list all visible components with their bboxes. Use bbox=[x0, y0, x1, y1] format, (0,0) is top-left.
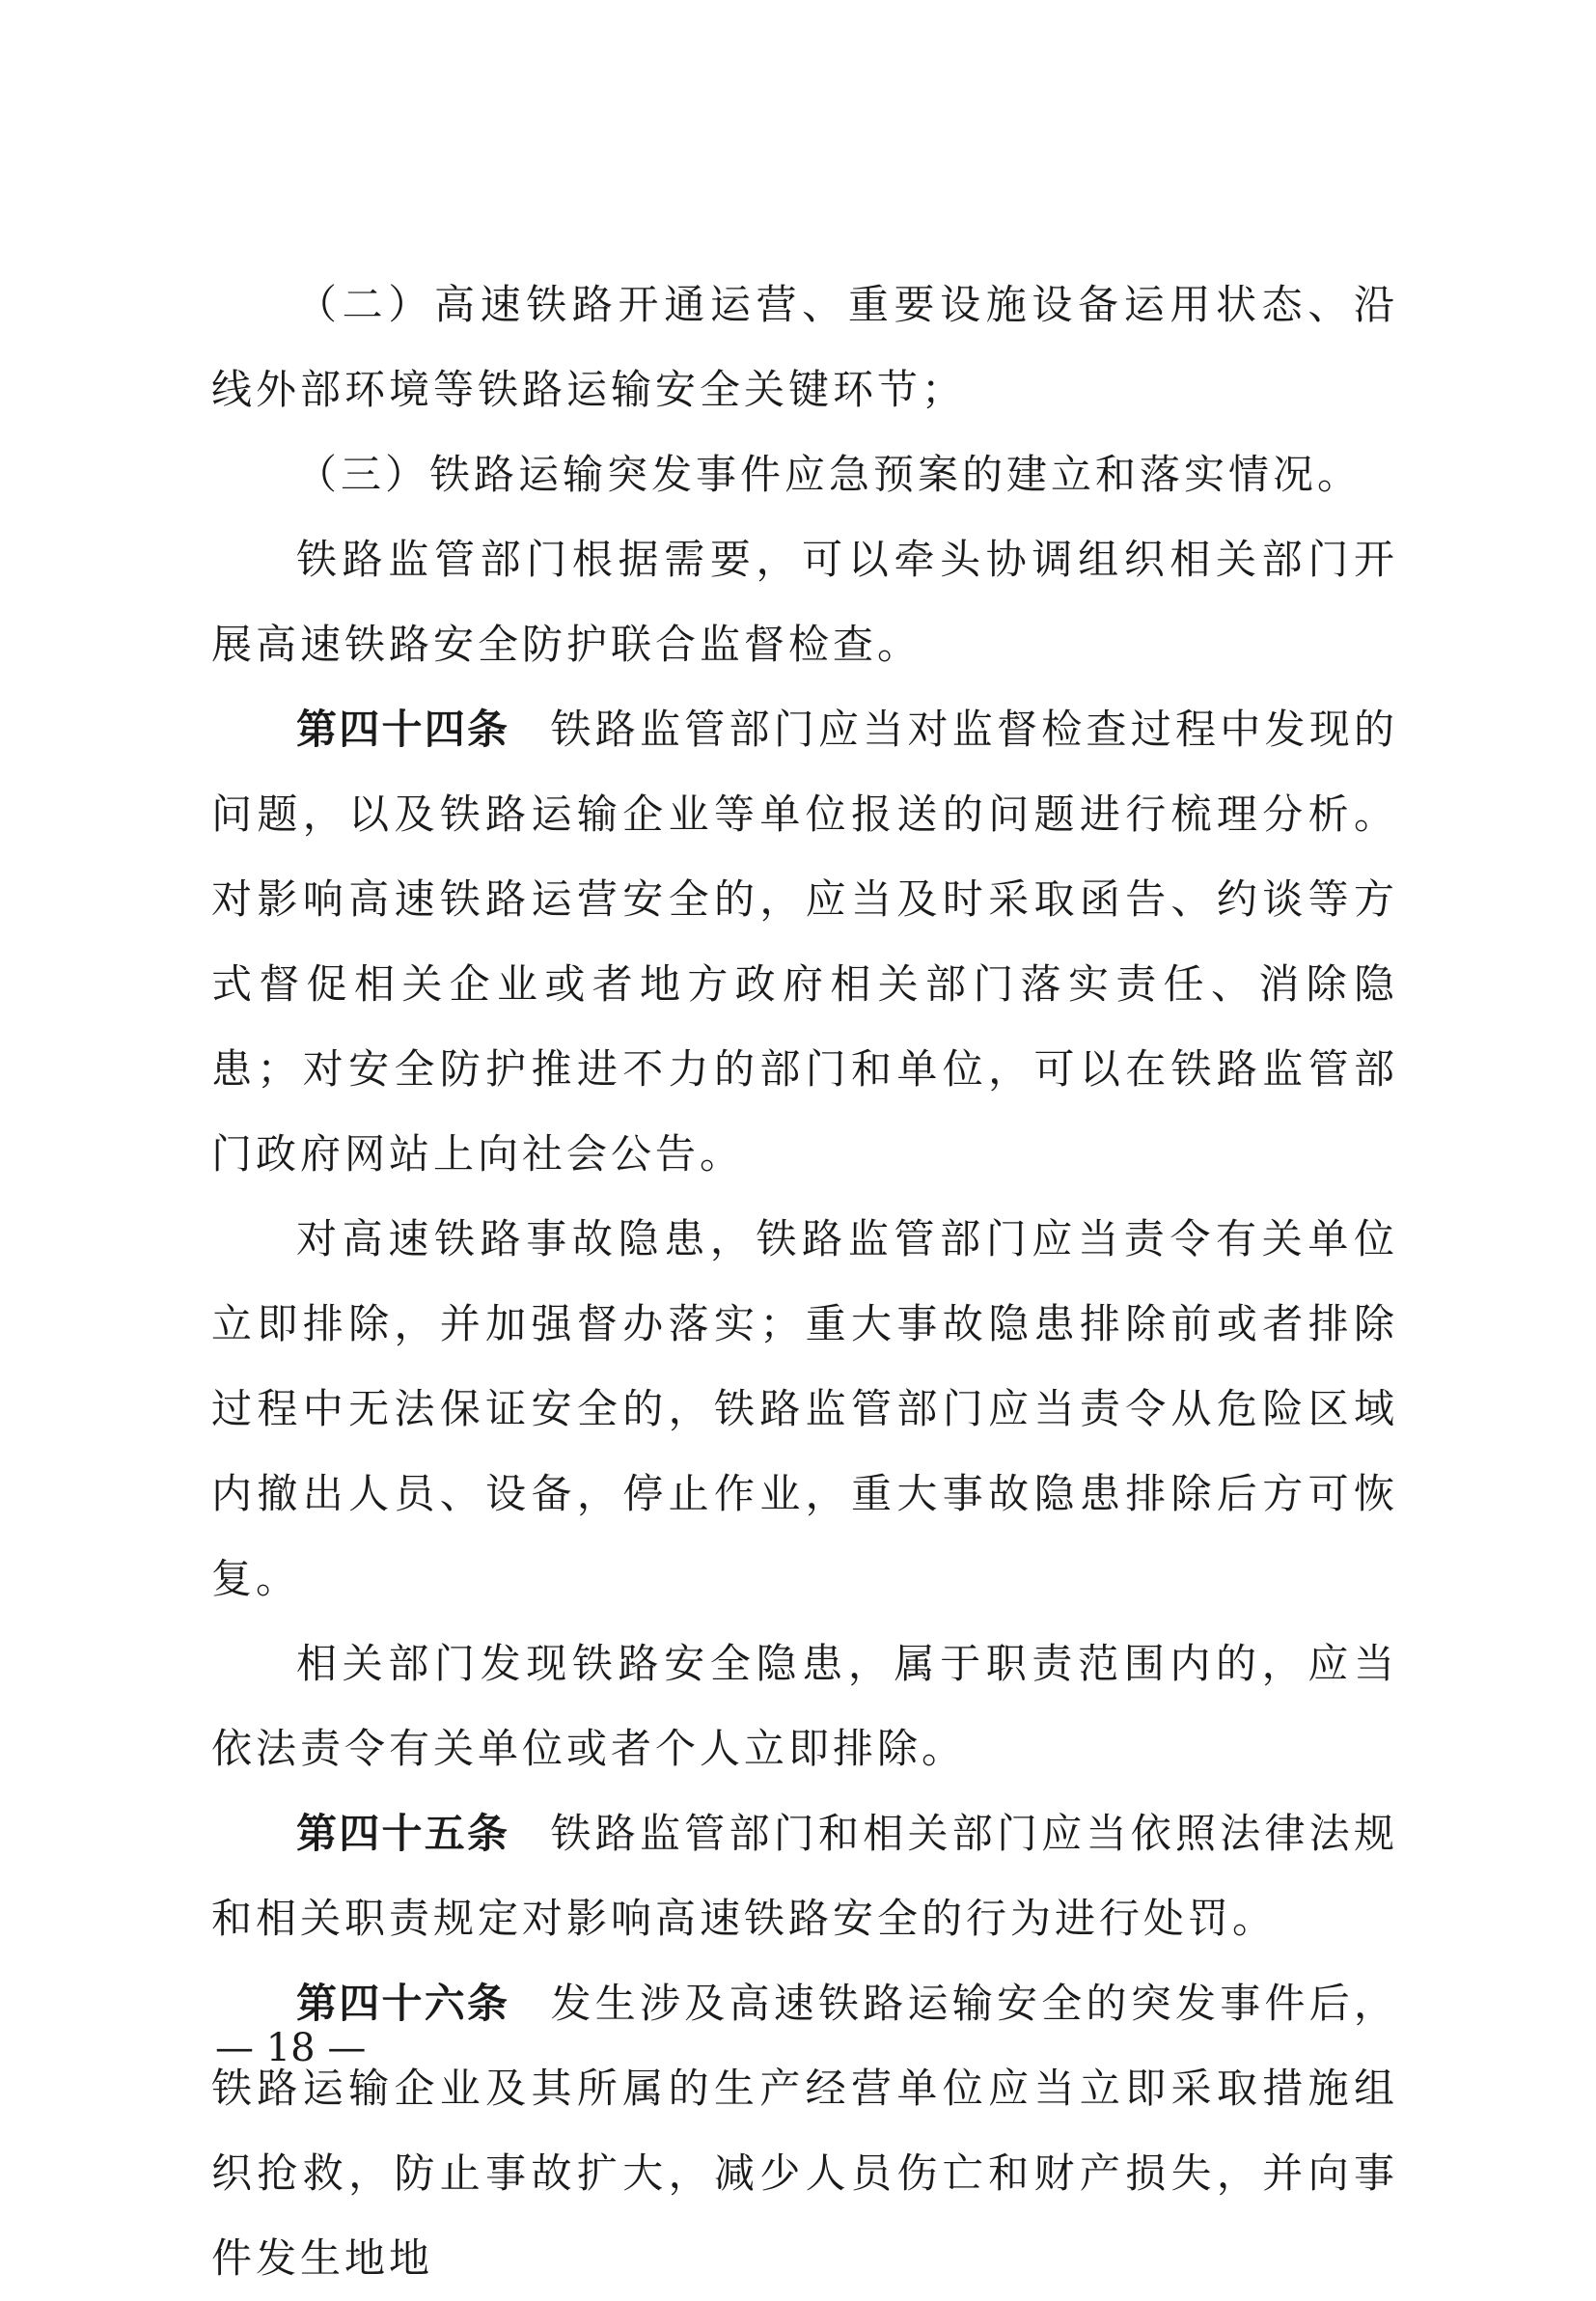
paragraph-hazard-removal bbox=[211, 1197, 1398, 1622]
article-46 bbox=[211, 1961, 1398, 2301]
page-number: — 18 — bbox=[215, 2026, 367, 2070]
article-44 bbox=[211, 687, 1398, 1197]
article-45 bbox=[211, 1791, 1398, 1961]
article-heading: 第四十四条 bbox=[296, 706, 510, 753]
article-heading: 第四十五条 bbox=[296, 1810, 510, 1857]
article-text: 铁路监管部门应当对监督检查过程中发现的问题，以及铁路运输企业等单位报送的问题进行梳理分析。对影响高速铁路运营安全的，应当及时采取函告、约谈等方式督促相关企业或者地方政府相关部门落实责任、消除隐患；对安全防护推进不力的部门和单位，可以在铁路监管部门政府网站上向社会公告。 bbox=[211, 706, 1398, 1178]
document-body bbox=[211, 263, 1398, 2301]
paragraph-item-3 bbox=[211, 432, 1398, 517]
paragraph-text: （二）高速铁路开通运营、重要设施设备运用状态、沿线外部环境等铁路运输安全关键环节； bbox=[211, 281, 1398, 413]
article-heading: 第四十六条 bbox=[296, 1980, 510, 2027]
paragraph-text: 对高速铁路事故隐患，铁路监管部门应当责令有关单位立即排除，并加强督办落实；重大事故隐患排除前或者排除过程中无法保证安全的，铁路监管部门应当责令从危险区域内撤出人员、设备，停止作业，重大事故隐患排除后方可恢复。 bbox=[211, 1215, 1398, 1602]
paragraph-text: 铁路监管部门根据需要，可以牵头协调组织相关部门开展高速铁路安全防护联合监督检查。 bbox=[211, 536, 1398, 668]
paragraph-text: 相关部门发现铁路安全隐患，属于职责范围内的，应当依法责令有关单位或者个人立即排除。 bbox=[211, 1640, 1398, 1772]
paragraph-department-hazard bbox=[211, 1622, 1398, 1791]
paragraph-joint-inspection bbox=[211, 517, 1398, 687]
paragraph-text: （三）铁路运输突发事件应急预案的建立和落实情况。 bbox=[296, 451, 1362, 498]
article-text: 发生涉及高速铁路运输安全的突发事件后，铁路运输企业及其所属的生产经营单位应当立即采取措施组织抢救，防止事故扩大，减少人员伤亡和财产损失，并向事件发生地地 bbox=[211, 1980, 1398, 2282]
article-text: 铁路监管部门和相关部门应当依照法律法规和相关职责规定对影响高速铁路安全的行为进行处罚。 bbox=[211, 1810, 1398, 1942]
paragraph-item-2 bbox=[211, 263, 1398, 432]
